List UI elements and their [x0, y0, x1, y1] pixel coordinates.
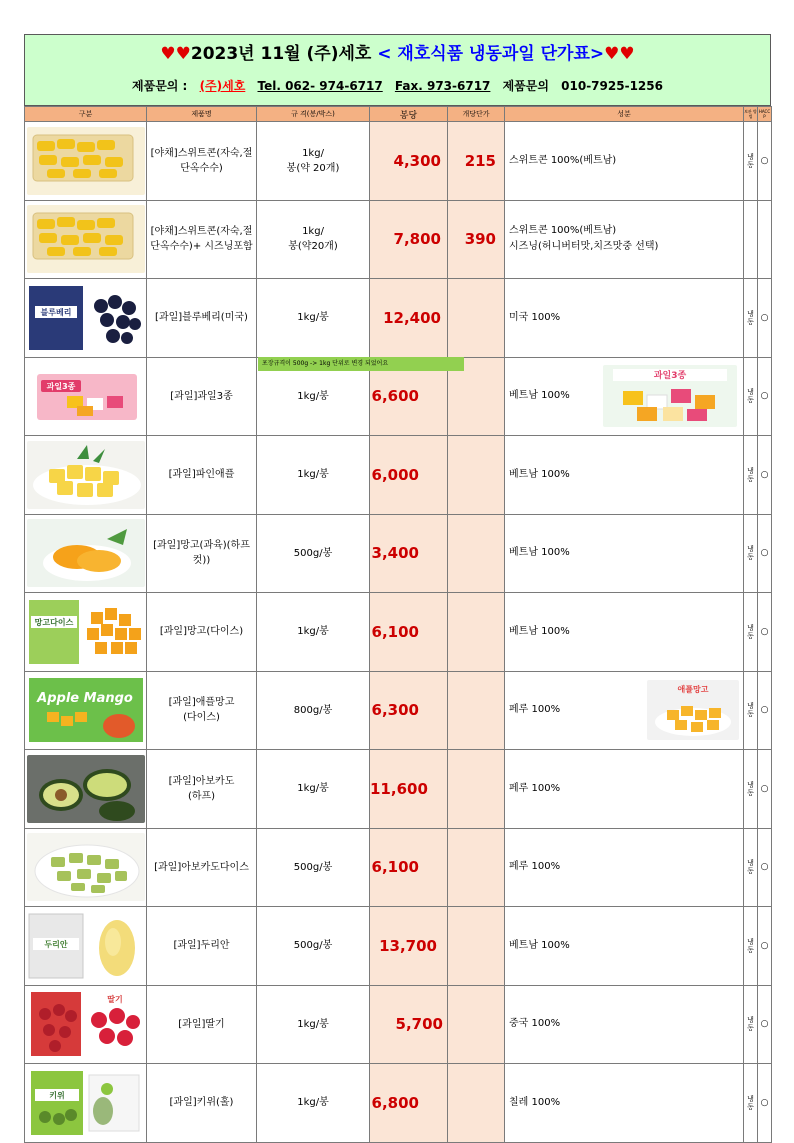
- product-image-cell: [25, 828, 147, 907]
- product-name: [과일]망고(과육)(하프 컷)): [147, 514, 257, 593]
- bag-price: 3,400: [370, 514, 448, 593]
- col-haccp: HACC P: [758, 107, 772, 122]
- haccp-mark: ○: [758, 357, 772, 436]
- storage-method: 냉동: [744, 357, 758, 436]
- bag-price: 12,400: [370, 279, 448, 358]
- product-spec: 500g/봉: [257, 514, 370, 593]
- table-row: [25, 1064, 772, 1143]
- product-image-cell: [25, 671, 147, 750]
- storage-method: 냉동: [744, 514, 758, 593]
- product-image-cell: [25, 985, 147, 1064]
- storage-method: 냉동: [744, 907, 758, 986]
- price-table: [24, 106, 772, 1143]
- blueberry-image: [27, 284, 145, 352]
- sweetcorn-image: [27, 127, 145, 195]
- storage-method: 냉동: [744, 436, 758, 515]
- unit-price: [448, 436, 505, 515]
- unit-price: 390: [448, 200, 505, 279]
- bag-price: 7,800: [370, 200, 448, 279]
- contact-line: [25, 71, 770, 101]
- product-spec: 1kg/봉: [257, 985, 370, 1064]
- table-row: [25, 436, 772, 515]
- composition: 베트남 100%: [505, 514, 744, 593]
- title-bracket: < 재호식품 냉동과일 단가표>: [377, 44, 605, 64]
- mango-dice-image: [27, 598, 145, 666]
- apple-mango-side-text: 애플망고: [677, 685, 709, 695]
- haccp-mark: [758, 200, 772, 279]
- unit-price: [448, 279, 505, 358]
- product-spec: 1kg/봉: [257, 436, 370, 515]
- col-unit-price: 개당단가: [448, 107, 505, 122]
- composition: 페루 100%: [505, 828, 744, 907]
- unit-price: [448, 593, 505, 672]
- haccp-mark: ○: [758, 828, 772, 907]
- heart-icon-right: ♥♥: [604, 44, 635, 64]
- col-composition: 성분: [505, 107, 744, 122]
- table-row: [25, 200, 772, 279]
- product-image-cell: [25, 122, 147, 201]
- storage-method: 냉동: [744, 985, 758, 1064]
- product-name: [과일]두리안: [147, 907, 257, 986]
- col-storage: 보관 방법: [744, 107, 758, 122]
- durian-image: [27, 912, 145, 980]
- composition: 베트남 100%: [505, 436, 744, 515]
- product-name: [과일]과일3종: [147, 357, 257, 436]
- table-row: [25, 514, 772, 593]
- mobile-label: 제품문의: [502, 79, 549, 93]
- mango-half-image: [27, 519, 145, 587]
- bag-price: 6,100: [370, 593, 448, 672]
- composition: 스위트콘 100%(베트남): [505, 122, 744, 201]
- haccp-mark: ○: [758, 907, 772, 986]
- bag-price: 4,300: [370, 122, 448, 201]
- avocado-half-image: [27, 755, 145, 823]
- unit-price: [448, 907, 505, 986]
- avocado-dice-image: [27, 833, 145, 901]
- col-category: 구분: [25, 107, 147, 122]
- unit-price: [448, 750, 505, 829]
- composition: 칠레 100%: [505, 1064, 744, 1143]
- product-name: [과일]애플망고 (다이스): [147, 671, 257, 750]
- haccp-mark: ○: [758, 985, 772, 1064]
- strawberry-image: [27, 990, 145, 1058]
- col-bag-price: 봉당: [370, 107, 448, 122]
- kiwi-pack-text: 키위: [49, 1090, 65, 1100]
- contact-company: (주)세호: [199, 79, 246, 93]
- composition: 스위트콘 100%(베트남) 시즈닝(허니버터맛,치즈맛중 선택): [505, 200, 744, 279]
- product-spec: 500g/봉: [257, 828, 370, 907]
- unit-price: [448, 1064, 505, 1143]
- composition: 페루 100%: [505, 750, 744, 829]
- product-image-cell: [25, 436, 147, 515]
- haccp-mark: ○: [758, 514, 772, 593]
- product-spec: 1kg/봉: [257, 279, 370, 358]
- haccp-mark: ○: [758, 436, 772, 515]
- product-name: [과일]딸기: [147, 985, 257, 1064]
- price-sheet: [24, 34, 771, 1143]
- product-image-cell: [25, 750, 147, 829]
- heart-icon-left: ♥♥: [160, 44, 191, 64]
- unit-price: [448, 985, 505, 1064]
- product-name: [야채]스위트콘(자숙,절 단옥수수): [147, 122, 257, 201]
- tel-number: Tel. 062- 974-6717: [257, 79, 383, 93]
- fax-number: Fax. 973-6717: [394, 79, 491, 93]
- haccp-mark: ○: [758, 750, 772, 829]
- page-title: [25, 35, 770, 71]
- table-row: [25, 985, 772, 1064]
- title-banner: [24, 34, 771, 106]
- product-name: [과일]키위(홀): [147, 1064, 257, 1143]
- table-row: [25, 750, 772, 829]
- table-row: [25, 828, 772, 907]
- product-spec: 1kg/봉: [257, 750, 370, 829]
- product-image-cell: [25, 514, 147, 593]
- bag-price: 13,700: [370, 907, 448, 986]
- packaging-notice: 포장규격이 500g -> 1kg 단위로 변경 되었어요: [258, 357, 464, 371]
- bag-price: 6,300: [370, 671, 448, 750]
- product-spec: 1kg/ 봉(약20개): [257, 200, 370, 279]
- kiwi-image: [27, 1069, 145, 1137]
- bag-price: 6,800: [370, 1064, 448, 1143]
- mango-dice-pack-text: 망고다이스: [34, 617, 74, 627]
- product-name: [과일]파인애플: [147, 436, 257, 515]
- title-year: 2023년 11월: [190, 44, 301, 64]
- blueberry-pack-text: 블루베리: [40, 307, 72, 317]
- bag-price: 11,600: [370, 750, 448, 829]
- product-spec: 500g/봉: [257, 907, 370, 986]
- storage-method: 냉동: [744, 593, 758, 672]
- apple-mango-pack-text: Apple Mango: [37, 691, 133, 707]
- product-image-cell: [25, 357, 147, 436]
- apple-mango-side-image: [647, 680, 739, 740]
- contact-label: 제품문의 :: [132, 79, 188, 93]
- product-spec: 1kg/ 봉(약 20개): [257, 122, 370, 201]
- product-name: [과일]블루베리(미국): [147, 279, 257, 358]
- product-image-cell: [25, 279, 147, 358]
- table-row: [25, 593, 772, 672]
- bag-price: 5,700: [370, 985, 448, 1064]
- haccp-mark: ○: [758, 671, 772, 750]
- product-spec: 1kg/봉: [257, 357, 370, 436]
- composition: 베트남 100% 과일3종: [505, 357, 744, 436]
- table-row: [25, 671, 772, 750]
- composition: 중국 100%: [505, 985, 744, 1064]
- pineapple-image: [27, 441, 145, 509]
- product-name: [야채]스위트콘(자숙,절 단옥수수)+ 시즈닝포함: [147, 200, 257, 279]
- unit-price: [448, 514, 505, 593]
- composition: 페루 100% 애플망고: [505, 671, 744, 750]
- storage-method: 냉동: [744, 122, 758, 201]
- unit-price: [448, 828, 505, 907]
- sweetcorn-seasoning-image: [27, 205, 145, 273]
- durian-pack-text: 두리안: [44, 939, 68, 949]
- product-spec: 800g/봉: [257, 671, 370, 750]
- unit-price: [448, 671, 505, 750]
- strawberry-text: 딸기: [107, 995, 123, 1005]
- col-name: 제품명: [147, 107, 257, 122]
- bag-price: 6,100: [370, 828, 448, 907]
- table-header-row: [25, 107, 772, 122]
- product-spec: 1kg/봉: [257, 1064, 370, 1143]
- storage-method: 냉동: [744, 671, 758, 750]
- product-image-cell: [25, 593, 147, 672]
- product-image-cell: [25, 200, 147, 279]
- fruit3-pack-text: 과일3종: [46, 382, 76, 392]
- product-name: [과일]망고(다이스): [147, 593, 257, 672]
- mobile-number: 010-7925-1256: [561, 79, 663, 93]
- product-image-cell: [25, 907, 147, 986]
- composition: 미국 100%: [505, 279, 744, 358]
- storage-method: 냉동: [744, 828, 758, 907]
- product-name: [과일]아보카도다이스: [147, 828, 257, 907]
- storage-method: 냉동: [744, 279, 758, 358]
- composition: 베트남 100%: [505, 593, 744, 672]
- haccp-mark: ○: [758, 279, 772, 358]
- table-row: [25, 907, 772, 986]
- bag-price: 6,000: [370, 436, 448, 515]
- col-spec: 규 격(봉/박스): [257, 107, 370, 122]
- fruit3-side-text: 과일3종: [653, 371, 687, 382]
- bag-price: 6,600: [370, 357, 448, 436]
- haccp-mark: ○: [758, 593, 772, 672]
- storage-method: [744, 200, 758, 279]
- apple-mango-image: [27, 676, 145, 744]
- fruit3-image: [27, 362, 145, 430]
- haccp-mark: ○: [758, 122, 772, 201]
- product-spec: 1kg/봉: [257, 593, 370, 672]
- product-image-cell: [25, 1064, 147, 1143]
- table-row: [25, 122, 772, 201]
- haccp-mark: ○: [758, 1064, 772, 1143]
- product-name: [과일]아보카도 (하프): [147, 750, 257, 829]
- storage-method: 냉동: [744, 750, 758, 829]
- storage-method: 냉동: [744, 1064, 758, 1143]
- composition: 베트남 100%: [505, 907, 744, 986]
- title-company: (주)세호: [306, 44, 372, 64]
- unit-price: 215: [448, 122, 505, 201]
- table-row: [25, 279, 772, 358]
- fruit3-side-image: [603, 365, 737, 427]
